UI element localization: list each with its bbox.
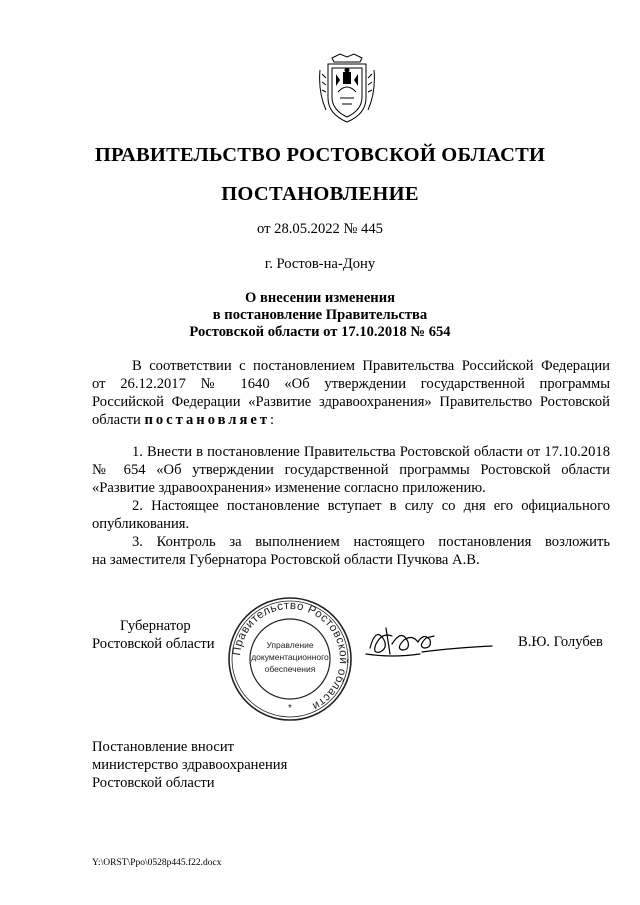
official-seal: [226, 595, 354, 723]
paragraph-line: от 26.12.2017 № 1640 «Об утверждении государственной программы: [92, 376, 610, 392]
paragraph-line: области постановляет:: [92, 412, 275, 428]
paragraph-line: «Развитие здравоохранения» изменение согласно приложению.: [92, 480, 486, 496]
submitted-by-line: Постановление вносит: [92, 739, 235, 755]
signatory-title: [92, 617, 215, 653]
decree-item: [92, 533, 610, 569]
subject-line: Ростовской области от 17.10.2018 № 654: [189, 324, 451, 340]
signatory-name: В.Ю. Голубев: [518, 634, 603, 650]
decree-keyword: постановляет: [144, 412, 271, 428]
submitted-by: [92, 738, 287, 792]
coat-of-arms-icon: [318, 52, 376, 126]
paragraph-line: опубликования.: [92, 516, 190, 532]
date-number: от 28.05.2022 № 445: [257, 221, 383, 237]
paragraph-line: Российской Федерации «Развитие здравоохранения» Правительство Ростовской: [92, 394, 610, 410]
paragraph-line: В соответствии с постановлением Правительства Российской Федерации: [132, 358, 610, 374]
submitted-by-line: министерство здравоохранения: [92, 757, 288, 773]
seal-text: Управление: [266, 640, 314, 650]
submitted-by-line: Ростовской области: [92, 775, 215, 791]
subject-line: в постановление Правительства: [212, 307, 428, 323]
seal-text: документационного: [251, 652, 329, 662]
paragraph-line: 3. Контроль за выполнением настоящего постановления возложить: [132, 534, 610, 550]
preamble-paragraph: [92, 357, 610, 429]
seal-star: *: [288, 703, 292, 714]
document-type: ПОСТАНОВЛЕНИЕ: [221, 183, 419, 205]
city: г. Ростов-на-Дону: [264, 256, 376, 272]
paragraph-line: 1. Внести в постановление Правительства Ростовской области от 17.10.2018: [132, 444, 610, 460]
signatory-title-line: Ростовской области: [92, 636, 215, 652]
decree-items: [92, 443, 610, 569]
seal-ring-text: Правительство Ростовской области: [231, 599, 350, 713]
subject-line: О внесении изменения: [244, 290, 396, 306]
handwritten-signature: [362, 618, 502, 666]
decree-item: [92, 497, 610, 533]
paragraph-line: 2. Настоящее постановление вступает в силу со дня его официального: [132, 498, 610, 514]
signatory-title-line: Губернатор: [120, 618, 191, 634]
government-name: ПРАВИТЕЛЬСТВО РОСТОВСКОЙ ОБЛАСТИ: [94, 144, 546, 166]
seal-text: обеспечения: [264, 664, 316, 674]
paragraph-line: № 654 «Об утверждении государственной программы Ростовской области: [92, 462, 610, 478]
paragraph-line: на заместителя Губернатора Ростовской области Пучкова А.В.: [92, 552, 480, 568]
decree-item: [92, 443, 610, 497]
file-path: Y:\ORST\Ppo\0528p445.f22.docx: [92, 858, 222, 868]
